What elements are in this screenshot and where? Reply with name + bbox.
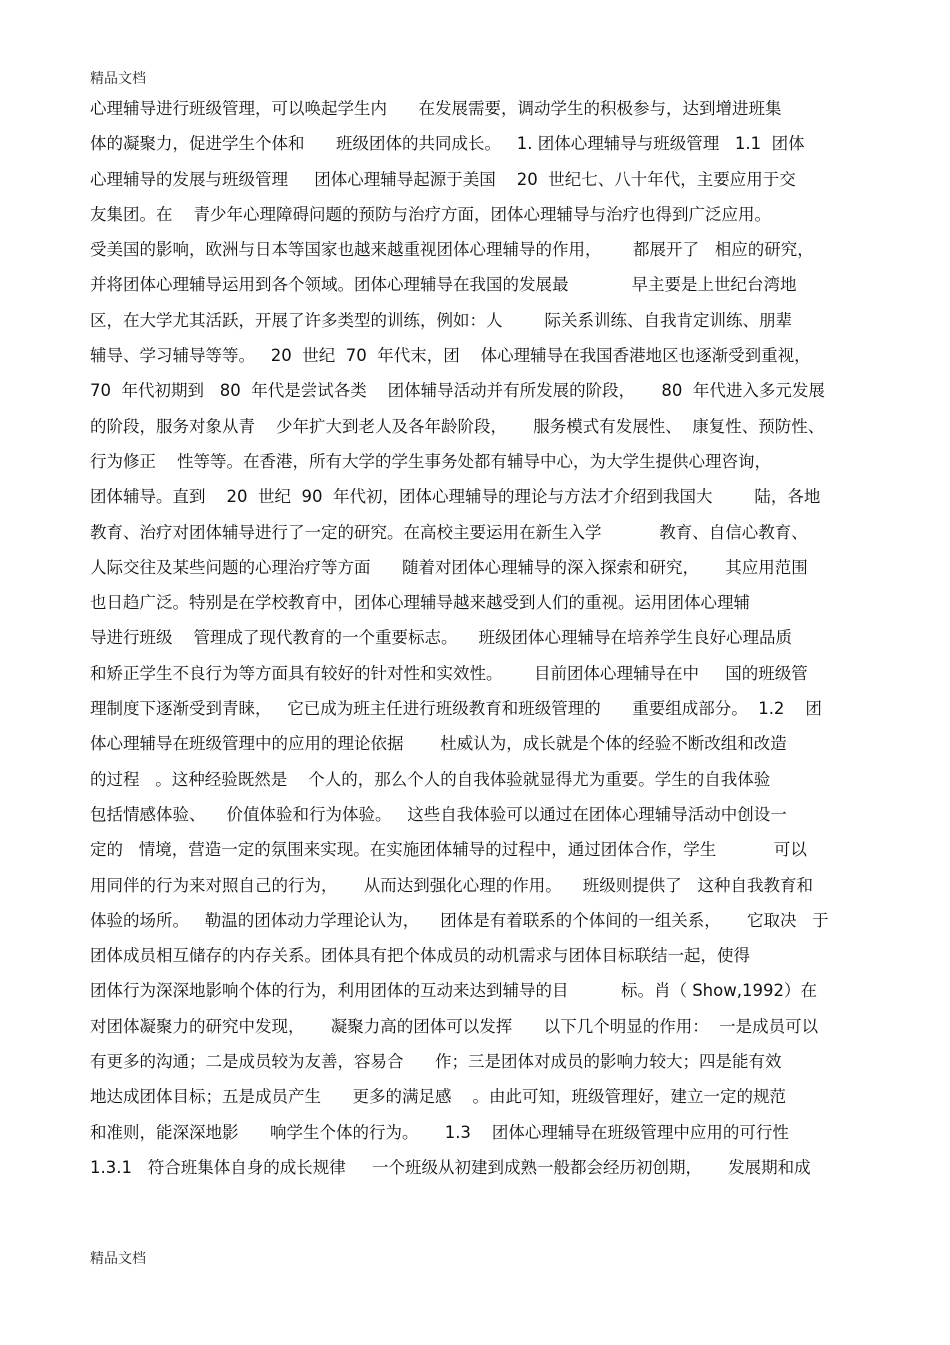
body-line: 人际交往及某些问题的心理治疗等方面 随着对团体心理辅导的深入探索和研究， 其应用范围 — [90, 557, 808, 577]
body-line: 心理辅导的发展与班级管理 团体心理辅导起源于美国 20 世纪七、八十年代，主要应用于交 — [90, 169, 796, 189]
body-line: 1.3.1 符合班集体自身的成长规律 一个班级从初建到成熟一般都会经历初创期， 发展期和成 — [90, 1157, 811, 1177]
page-footer-label: 精品文档 — [90, 1251, 146, 1267]
body-line: 体的凝聚力，促进学生个体和 班级团体的共同成长。 1. 团体心理辅导与班级管理 1.1 团体 — [90, 134, 805, 154]
body-line: 70 年代初期到 80 年代是尝试各类 团体辅导活动并有所发展的阶段， 80 年代进入多元发展 — [90, 381, 825, 401]
body-line: 理制度下逐渐受到青睐， 它已成为班主任进行班级教育和班级管理的 重要组成部分。 1.2 团 — [90, 699, 822, 719]
body-line: 对团体凝聚力的研究中发现， 凝聚力高的团体可以发挥 以下几个明显的作用： 一是成员可以 — [90, 1016, 819, 1036]
body-line: 和准则，能深深地影 响学生个体的行为。 1.3 团体心理辅导在班级管理中应用的可行性 — [90, 1122, 789, 1142]
body-line: 导进行班级 管理成了现代教育的一个重要标志。 班级团体心理辅导在培养学生良好心理品质 — [90, 628, 792, 648]
body-line: 团体成员相互储存的内存关系。团体具有把个体成员的动机需求与团体目标联结一起，使得 — [90, 946, 750, 966]
body-line: 行为修正 性等等。在香港，所有大学的学生事务处都有辅导中心，为大学生提供心理咨询， — [90, 451, 771, 471]
body-line: 的过程 。这种经验既然是 个人的，那么个人的自我体验就显得尤为重要。学生的自我体验 — [90, 769, 771, 789]
body-line: 定的 情境，营造一定的氛围来实现。在实施团体辅导的过程中，通过团体合作，学生 可以 — [90, 840, 807, 860]
body-line: 心理辅导进行班级管理，可以唤起学生内 在发展需要，调动学生的积极参与，达到增进班集 — [90, 99, 782, 118]
body-line: 体心理辅导在班级管理中的应用的理论依据 杜威认为，成长就是个体的经验不断改组和改造 — [90, 734, 787, 754]
document-body — [90, 96, 870, 1190]
body-line: 包括情感体验、 价值体验和行为体验。 这些自我体验可以通过在团体心理辅导活动中创设一 — [90, 804, 787, 824]
body-line: 教育、治疗对团体辅导进行了一定的研究。在高校主要运用在新生入学 教育、自信心教育、 — [90, 522, 808, 542]
body-line: 团体行为深深地影响个体的行为，利用团体的互动来达到辅导的目 标。肖（ Show,1992）在 — [90, 981, 817, 1001]
body-line: 和矫正学生不良行为等方面具有较好的针对性和实效性。 目前团体心理辅导在中 国的班级管 — [90, 663, 808, 683]
body-line: 辅导、学习辅导等等。 20 世纪 70 年代末，团 体心理辅导在我国香港地区也逐渐受到重视， — [90, 346, 811, 366]
body-line: 有更多的沟通；二是成员较为友善，容易合 作；三是团体对成员的影响力较大；四是能有效 — [90, 1052, 782, 1072]
body-line: 区，在大学尤其活跃，开展了许多类型的训练，例如：人 际关系训练、自我肯定训练、朋辈 — [90, 310, 792, 330]
page-header-label: 精品文档 — [90, 71, 146, 87]
body-line: 受美国的影响，欧洲与日本等国家也越来越重视团体心理辅导的作用， 都展开了 相应的研究， — [90, 240, 814, 260]
body-line: 体验的场所。 勒温的团体动力学理论认为， 团体是有着联系的个体间的一组关系， 它取决 于 — [90, 910, 829, 930]
body-line: 友集团。在 青少年心理障碍问题的预防与治疗方面，团体心理辅导与治疗也得到广泛应用。 — [90, 204, 771, 224]
body-line: 地达成团体目标；五是成员产生 更多的满足感 。由此可知，班级管理好，建立一定的规范 — [90, 1087, 786, 1107]
body-line: 用同伴的行为来对照自己的行为， 从而达到强化心理的作用。 班级则提供了 这种自我教育和 — [90, 875, 813, 895]
body-line: 并将团体心理辅导运用到各个领域。团体心理辅导在我国的发展最 早主要是上世纪台湾地 — [90, 275, 797, 295]
body-line: 的阶段，服务对象从青 少年扩大到老人及各年龄阶段， 服务模式有发展性、 康复性、预防性、 — [90, 416, 825, 436]
body-line: 团体辅导。直到 20 世纪 90 年代初，团体心理辅导的理论与方法才介绍到我国大 陆，各地 — [90, 487, 821, 507]
body-line: 也日趋广泛。特别是在学校教育中，团体心理辅导越来越受到人们的重视。运用团体心理辅 — [90, 593, 750, 613]
